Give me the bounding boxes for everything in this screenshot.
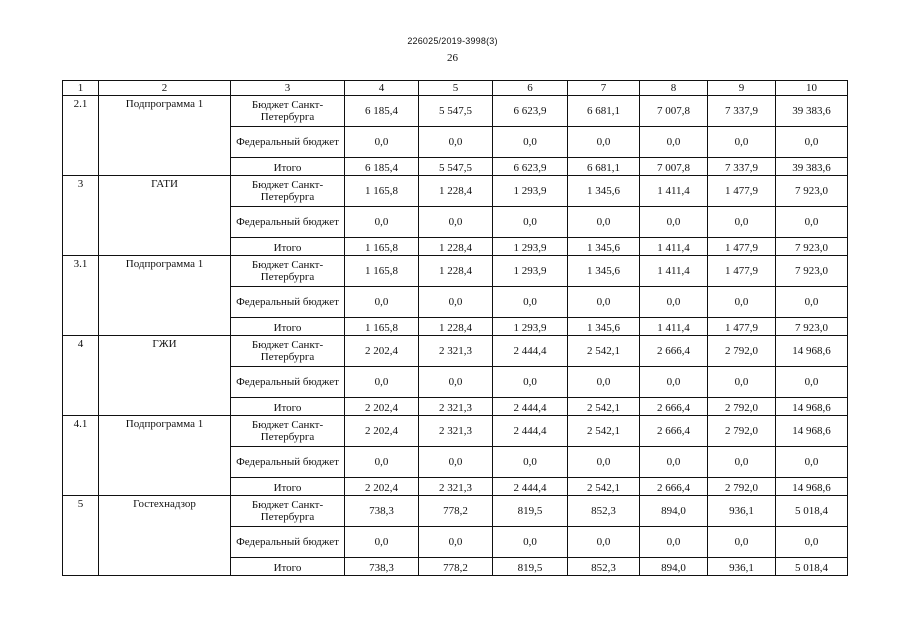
value-cell: 14 968,6 (776, 416, 848, 447)
value-cell: 1 345,6 (568, 238, 640, 256)
value-cell: 7 007,8 (640, 96, 708, 127)
value-cell: 1 228,4 (419, 318, 493, 336)
value-cell: 0,0 (708, 527, 776, 558)
column-header: 8 (640, 81, 708, 96)
value-cell: 0,0 (345, 127, 419, 158)
value-cell: 2 666,4 (640, 398, 708, 416)
funding-source: Федеральный бюджет (231, 207, 345, 238)
value-cell: 0,0 (776, 287, 848, 318)
value-cell: 0,0 (776, 367, 848, 398)
document-id: 226025/2019-3998(3) (407, 36, 498, 46)
funding-source: Итого (231, 398, 345, 416)
column-header: 7 (568, 81, 640, 96)
row-name: ГЖИ (99, 336, 231, 416)
value-cell: 2 542,1 (568, 398, 640, 416)
table-header-row (63, 81, 848, 96)
value-cell: 936,1 (708, 496, 776, 527)
value-cell: 0,0 (640, 287, 708, 318)
value-cell: 0,0 (640, 527, 708, 558)
value-cell: 14 968,6 (776, 398, 848, 416)
value-cell: 0,0 (345, 207, 419, 238)
row-code: 4.1 (63, 416, 99, 496)
value-cell: 0,0 (568, 527, 640, 558)
value-cell: 0,0 (568, 447, 640, 478)
value-cell: 0,0 (776, 207, 848, 238)
value-cell: 2 542,1 (568, 478, 640, 496)
value-cell: 0,0 (419, 207, 493, 238)
funding-source: Федеральный бюджет (231, 127, 345, 158)
value-cell: 0,0 (708, 127, 776, 158)
value-cell: 0,0 (640, 367, 708, 398)
value-cell: 1 345,6 (568, 256, 640, 287)
value-cell: 1 411,4 (640, 256, 708, 287)
value-cell: 7 337,9 (708, 158, 776, 176)
value-cell: 2 666,4 (640, 416, 708, 447)
value-cell: 1 293,9 (493, 256, 568, 287)
value-cell: 0,0 (708, 367, 776, 398)
value-cell: 0,0 (419, 367, 493, 398)
value-cell: 0,0 (708, 207, 776, 238)
funding-source: Бюджет Санкт-Петербурга (231, 336, 345, 367)
value-cell: 1 477,9 (708, 238, 776, 256)
table-row (63, 96, 848, 127)
value-cell: 1 165,8 (345, 238, 419, 256)
value-cell: 2 321,3 (419, 336, 493, 367)
table-body (63, 81, 848, 576)
value-cell: 7 337,9 (708, 96, 776, 127)
value-cell: 2 444,4 (493, 478, 568, 496)
column-header: 10 (776, 81, 848, 96)
value-cell: 1 165,8 (345, 256, 419, 287)
funding-source: Бюджет Санкт-Петербурга (231, 256, 345, 287)
value-cell: 5 547,5 (419, 96, 493, 127)
funding-source: Бюджет Санкт-Петербурга (231, 176, 345, 207)
value-cell: 738,3 (345, 558, 419, 576)
row-code: 3 (63, 176, 99, 256)
value-cell: 819,5 (493, 558, 568, 576)
value-cell: 1 477,9 (708, 318, 776, 336)
value-cell: 852,3 (568, 496, 640, 527)
value-cell: 6 681,1 (568, 96, 640, 127)
value-cell: 1 411,4 (640, 318, 708, 336)
value-cell: 1 228,4 (419, 256, 493, 287)
value-cell: 2 792,0 (708, 398, 776, 416)
value-cell: 1 228,4 (419, 238, 493, 256)
table-row (63, 256, 848, 287)
table-row (63, 336, 848, 367)
column-header: 9 (708, 81, 776, 96)
value-cell: 0,0 (493, 127, 568, 158)
value-cell: 1 411,4 (640, 176, 708, 207)
value-cell: 7 923,0 (776, 238, 848, 256)
value-cell: 39 383,6 (776, 158, 848, 176)
value-cell: 2 792,0 (708, 416, 776, 447)
row-name: Подпрограмма 1 (99, 96, 231, 176)
value-cell: 0,0 (708, 287, 776, 318)
funding-source: Федеральный бюджет (231, 447, 345, 478)
value-cell: 0,0 (493, 207, 568, 238)
value-cell: 6 681,1 (568, 158, 640, 176)
row-name: Подпрограмма 1 (99, 416, 231, 496)
value-cell: 2 542,1 (568, 336, 640, 367)
value-cell: 0,0 (493, 527, 568, 558)
column-header: 3 (231, 81, 345, 96)
budget-table (62, 80, 848, 576)
value-cell: 0,0 (493, 367, 568, 398)
table-row (63, 416, 848, 447)
value-cell: 0,0 (345, 447, 419, 478)
row-name: Подпрограмма 1 (99, 256, 231, 336)
value-cell: 7 923,0 (776, 176, 848, 207)
value-cell: 0,0 (568, 287, 640, 318)
row-name: ГАТИ (99, 176, 231, 256)
funding-source: Федеральный бюджет (231, 527, 345, 558)
value-cell: 1 345,6 (568, 176, 640, 207)
value-cell: 819,5 (493, 496, 568, 527)
funding-source: Итого (231, 158, 345, 176)
funding-source: Итого (231, 558, 345, 576)
value-cell: 5 547,5 (419, 158, 493, 176)
row-code: 5 (63, 496, 99, 576)
value-cell: 7 923,0 (776, 256, 848, 287)
funding-source: Федеральный бюджет (231, 287, 345, 318)
value-cell: 6 185,4 (345, 96, 419, 127)
row-code: 4 (63, 336, 99, 416)
value-cell: 2 792,0 (708, 336, 776, 367)
row-name: Гостехнадзор (99, 496, 231, 576)
value-cell: 0,0 (345, 527, 419, 558)
funding-source: Федеральный бюджет (231, 367, 345, 398)
table-row (63, 176, 848, 207)
value-cell: 2 202,4 (345, 336, 419, 367)
value-cell: 0,0 (493, 447, 568, 478)
value-cell: 1 293,9 (493, 318, 568, 336)
funding-source: Бюджет Санкт-Петербурга (231, 96, 345, 127)
value-cell: 0,0 (345, 287, 419, 318)
value-cell: 1 228,4 (419, 176, 493, 207)
value-cell: 5 018,4 (776, 558, 848, 576)
value-cell: 1 293,9 (493, 238, 568, 256)
value-cell: 2 792,0 (708, 478, 776, 496)
value-cell: 14 968,6 (776, 336, 848, 367)
page-number: 26 (447, 52, 458, 64)
value-cell: 0,0 (419, 287, 493, 318)
value-cell: 2 202,4 (345, 478, 419, 496)
value-cell: 0,0 (640, 207, 708, 238)
value-cell: 852,3 (568, 558, 640, 576)
value-cell: 0,0 (419, 127, 493, 158)
value-cell: 0,0 (419, 527, 493, 558)
value-cell: 2 321,3 (419, 398, 493, 416)
column-header: 2 (99, 81, 231, 96)
value-cell: 0,0 (776, 127, 848, 158)
value-cell: 778,2 (419, 496, 493, 527)
value-cell: 1 345,6 (568, 318, 640, 336)
value-cell: 1 477,9 (708, 176, 776, 207)
value-cell: 0,0 (493, 287, 568, 318)
value-cell: 738,3 (345, 496, 419, 527)
value-cell: 2 444,4 (493, 416, 568, 447)
value-cell: 2 444,4 (493, 398, 568, 416)
row-code: 2.1 (63, 96, 99, 176)
column-header: 1 (63, 81, 99, 96)
value-cell: 1 293,9 (493, 176, 568, 207)
value-cell: 6 623,9 (493, 158, 568, 176)
value-cell: 0,0 (776, 447, 848, 478)
value-cell: 2 202,4 (345, 398, 419, 416)
value-cell: 0,0 (568, 367, 640, 398)
value-cell: 0,0 (568, 127, 640, 158)
column-header: 5 (419, 81, 493, 96)
value-cell: 5 018,4 (776, 496, 848, 527)
funding-source: Бюджет Санкт-Петербурга (231, 416, 345, 447)
value-cell: 2 202,4 (345, 416, 419, 447)
value-cell: 894,0 (640, 558, 708, 576)
value-cell: 7 007,8 (640, 158, 708, 176)
value-cell: 0,0 (776, 527, 848, 558)
value-cell: 936,1 (708, 558, 776, 576)
column-header: 6 (493, 81, 568, 96)
funding-source: Итого (231, 238, 345, 256)
value-cell: 1 477,9 (708, 256, 776, 287)
value-cell: 778,2 (419, 558, 493, 576)
row-code: 3.1 (63, 256, 99, 336)
value-cell: 0,0 (568, 207, 640, 238)
value-cell: 894,0 (640, 496, 708, 527)
funding-source: Итого (231, 318, 345, 336)
value-cell: 2 666,4 (640, 478, 708, 496)
value-cell: 7 923,0 (776, 318, 848, 336)
value-cell: 0,0 (419, 447, 493, 478)
funding-source: Бюджет Санкт-Петербурга (231, 496, 345, 527)
value-cell: 6 623,9 (493, 96, 568, 127)
value-cell: 2 666,4 (640, 336, 708, 367)
value-cell: 0,0 (640, 127, 708, 158)
value-cell: 39 383,6 (776, 96, 848, 127)
value-cell: 0,0 (708, 447, 776, 478)
value-cell: 2 321,3 (419, 478, 493, 496)
value-cell: 2 321,3 (419, 416, 493, 447)
value-cell: 14 968,6 (776, 478, 848, 496)
value-cell: 2 542,1 (568, 416, 640, 447)
value-cell: 0,0 (640, 447, 708, 478)
value-cell: 1 165,8 (345, 176, 419, 207)
value-cell: 1 165,8 (345, 318, 419, 336)
value-cell: 6 185,4 (345, 158, 419, 176)
value-cell: 0,0 (345, 367, 419, 398)
funding-source: Итого (231, 478, 345, 496)
value-cell: 2 444,4 (493, 336, 568, 367)
table-row (63, 496, 848, 527)
column-header: 4 (345, 81, 419, 96)
value-cell: 1 411,4 (640, 238, 708, 256)
